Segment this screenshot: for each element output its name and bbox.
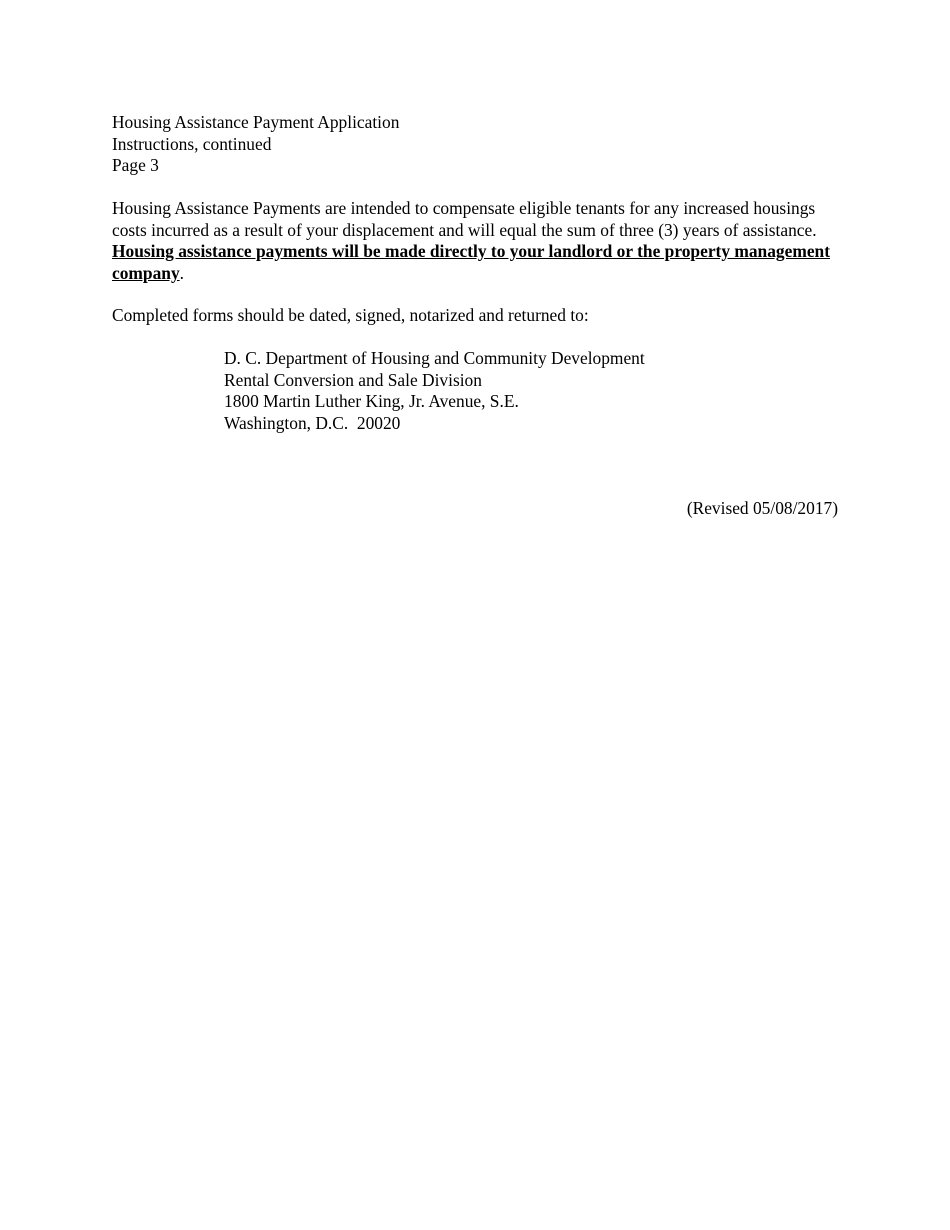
- paragraph-text: Housing Assistance Payments are intended to compensate eligible tenants for any increased housings costs incurred as a result of your displacement and will equal the sum of three (3) years of assistance.: [112, 198, 826, 240]
- paragraph-end: .: [179, 262, 184, 283]
- mailing-address: [224, 348, 645, 434]
- emphasized-notice: Housing assistance payments will be made directly to your landlord or the property management company: [112, 241, 831, 283]
- page-number: Page 3: [112, 155, 159, 176]
- address-line-street: 1800 Martin Luther King, Jr. Avenue, S.E.: [224, 391, 519, 412]
- address-line-city: Washington, D.C. 20020: [224, 412, 401, 433]
- document-header: [112, 112, 399, 177]
- address-line-division: Rental Conversion and Sale Division: [224, 369, 482, 390]
- return-instructions-paragraph: Completed forms should be dated, signed, notarized and returned to:: [112, 305, 589, 325]
- address-line-department: D. C. Department of Housing and Community Development: [224, 348, 645, 368]
- revision-date: (Revised 05/08/2017): [686, 498, 838, 518]
- document-subtitle: Instructions, continued: [112, 133, 272, 154]
- document-title: Housing Assistance Payment Application: [112, 112, 400, 132]
- payment-description-paragraph: [112, 198, 842, 284]
